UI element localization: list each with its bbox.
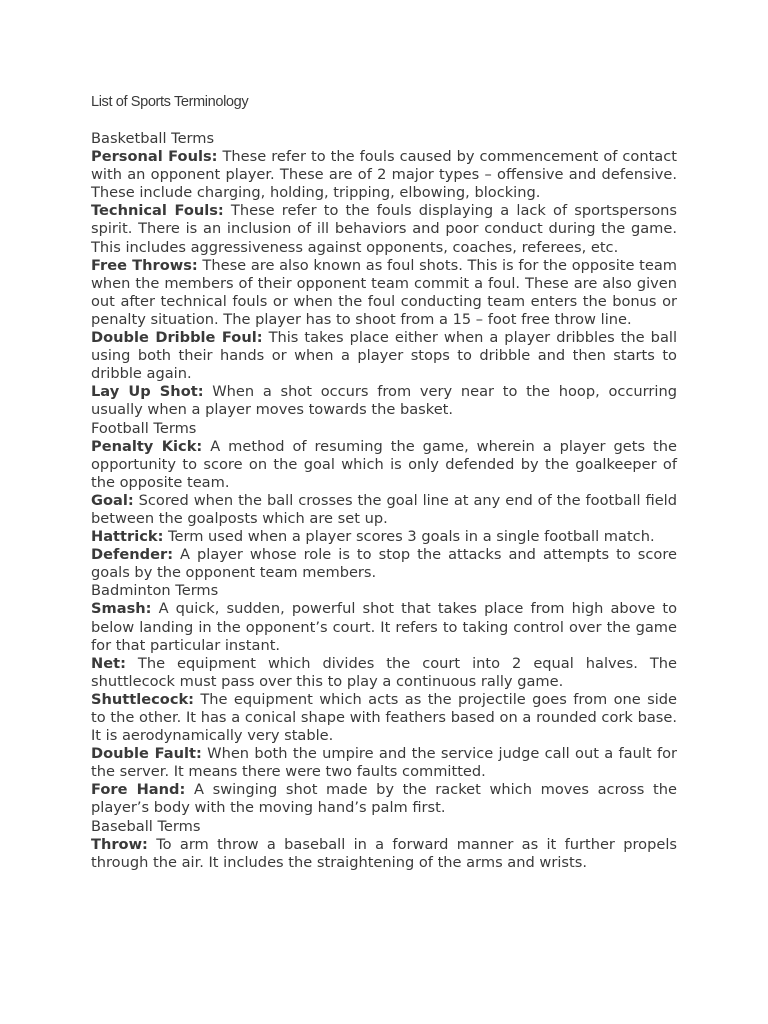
section (91, 818, 677, 872)
term-name: Lay Up Shot: (91, 383, 204, 401)
document-page (91, 92, 677, 872)
term-entry (91, 257, 677, 329)
term-entry (91, 836, 677, 872)
term-name: Smash: (91, 600, 152, 618)
term-entry (91, 745, 677, 781)
term-entry (91, 492, 677, 528)
term-entry (91, 781, 677, 817)
section-heading: Badminton Terms (91, 582, 219, 600)
term-definition: When both the umpire and the service judge call out a fault for the server. It means there were two faults committed. (91, 745, 678, 781)
term-name: Goal: (91, 491, 134, 509)
term-entry (91, 202, 677, 256)
section (91, 420, 677, 583)
term-entry (91, 546, 677, 582)
section (91, 582, 677, 817)
term-definition: When a shot occurs from very near to the hoop, occurring usually when a player moves towards the basket. (91, 383, 677, 419)
term-name: Double Fault: (91, 745, 202, 763)
term-definition: This takes place either when a player dribbles the ball using both their hands or when a player stops to dribble and then starts to dribble again. (91, 329, 677, 383)
term-name: Net: (91, 654, 126, 672)
section-heading: Basketball Terms (91, 130, 215, 147)
document-title: List of Sports Terminology (91, 94, 249, 110)
term-definition: These refer to the fouls caused by commencement of contact with an opponent player. These are of 2 major types – offensive and defensive. These include charging, holding, tripping, elbowing, blocking. (91, 148, 677, 202)
term-definition: Scored when the ball crosses the goal line at any end of the football field between the goalposts which are set up. (91, 491, 677, 527)
term-name: Fore Hand: (91, 781, 186, 799)
term-name: Shuttlecock: (91, 690, 195, 708)
term-name: Penalty Kick: (91, 437, 203, 455)
term-definition: Term used when a player scores 3 goals in a single football match. (168, 528, 655, 546)
term-entry (91, 528, 677, 546)
term-entry (91, 655, 677, 691)
term-definition: To arm throw a baseball in a forward manner as it further propels through the air. It includes the straightening of the arms and wrists. (91, 835, 677, 871)
term-entry (91, 600, 677, 654)
term-entry (91, 383, 677, 419)
term-entry (91, 329, 677, 383)
section-heading: Football Terms (91, 419, 197, 437)
section-heading: Baseball Terms (91, 817, 201, 835)
term-definition: A swinging shot made by the racket which moves across the player’s body with the moving hand’s palm first. (91, 781, 677, 817)
term-definition: The equipment which acts as the projectile goes from one side to the other. It has a conical shape with feathers based on a rounded cork base. It is aerodynamically very stable. (91, 690, 678, 745)
term-entry (91, 438, 677, 492)
term-definition: These are also known as foul shots. This is for the opposite team when the members of their opponent team commit a foul. These are also given out after technical fouls or when the foul conducting team enters the bonus or penalty situation. The player has to shoot from a 15 – foot free throw line. (91, 256, 678, 328)
section (91, 130, 677, 420)
term-definition: A player whose role is to stop the attacks and attempts to score goals by the opponent team members. (91, 546, 677, 582)
term-entry (91, 691, 677, 745)
sections-container (91, 130, 677, 872)
term-name: Defender: (91, 546, 174, 564)
term-definition: The equipment which divides the court into 2 equal halves. The shuttlecock must pass over this to play a continuous rally game. (91, 654, 677, 690)
term-definition: These refer to the fouls displaying a lack of sportspersons spirit. There is an inclusion of ill behaviors and poor conduct during the game. This includes aggressiveness against opponents, coaches, referees, etc. (91, 202, 677, 256)
term-name: Hattrick: (91, 528, 164, 546)
term-definition: A quick, sudden, powerful shot that takes place from high above to below landing in the opponent’s court. It refers to taking control over the game for that particular instant. (91, 600, 677, 654)
term-name: Technical Fouls: (91, 202, 224, 220)
term-name: Double Dribble Foul: (91, 329, 263, 347)
term-name: Personal Fouls: (91, 148, 218, 166)
term-name: Free Throws: (91, 256, 198, 274)
term-entry (91, 148, 677, 202)
term-name: Throw: (91, 835, 148, 853)
term-definition: A method of resuming the game, wherein a player gets the opportunity to score on the goal which is only defended by the goalkeeper of the opposite team. (91, 437, 677, 491)
